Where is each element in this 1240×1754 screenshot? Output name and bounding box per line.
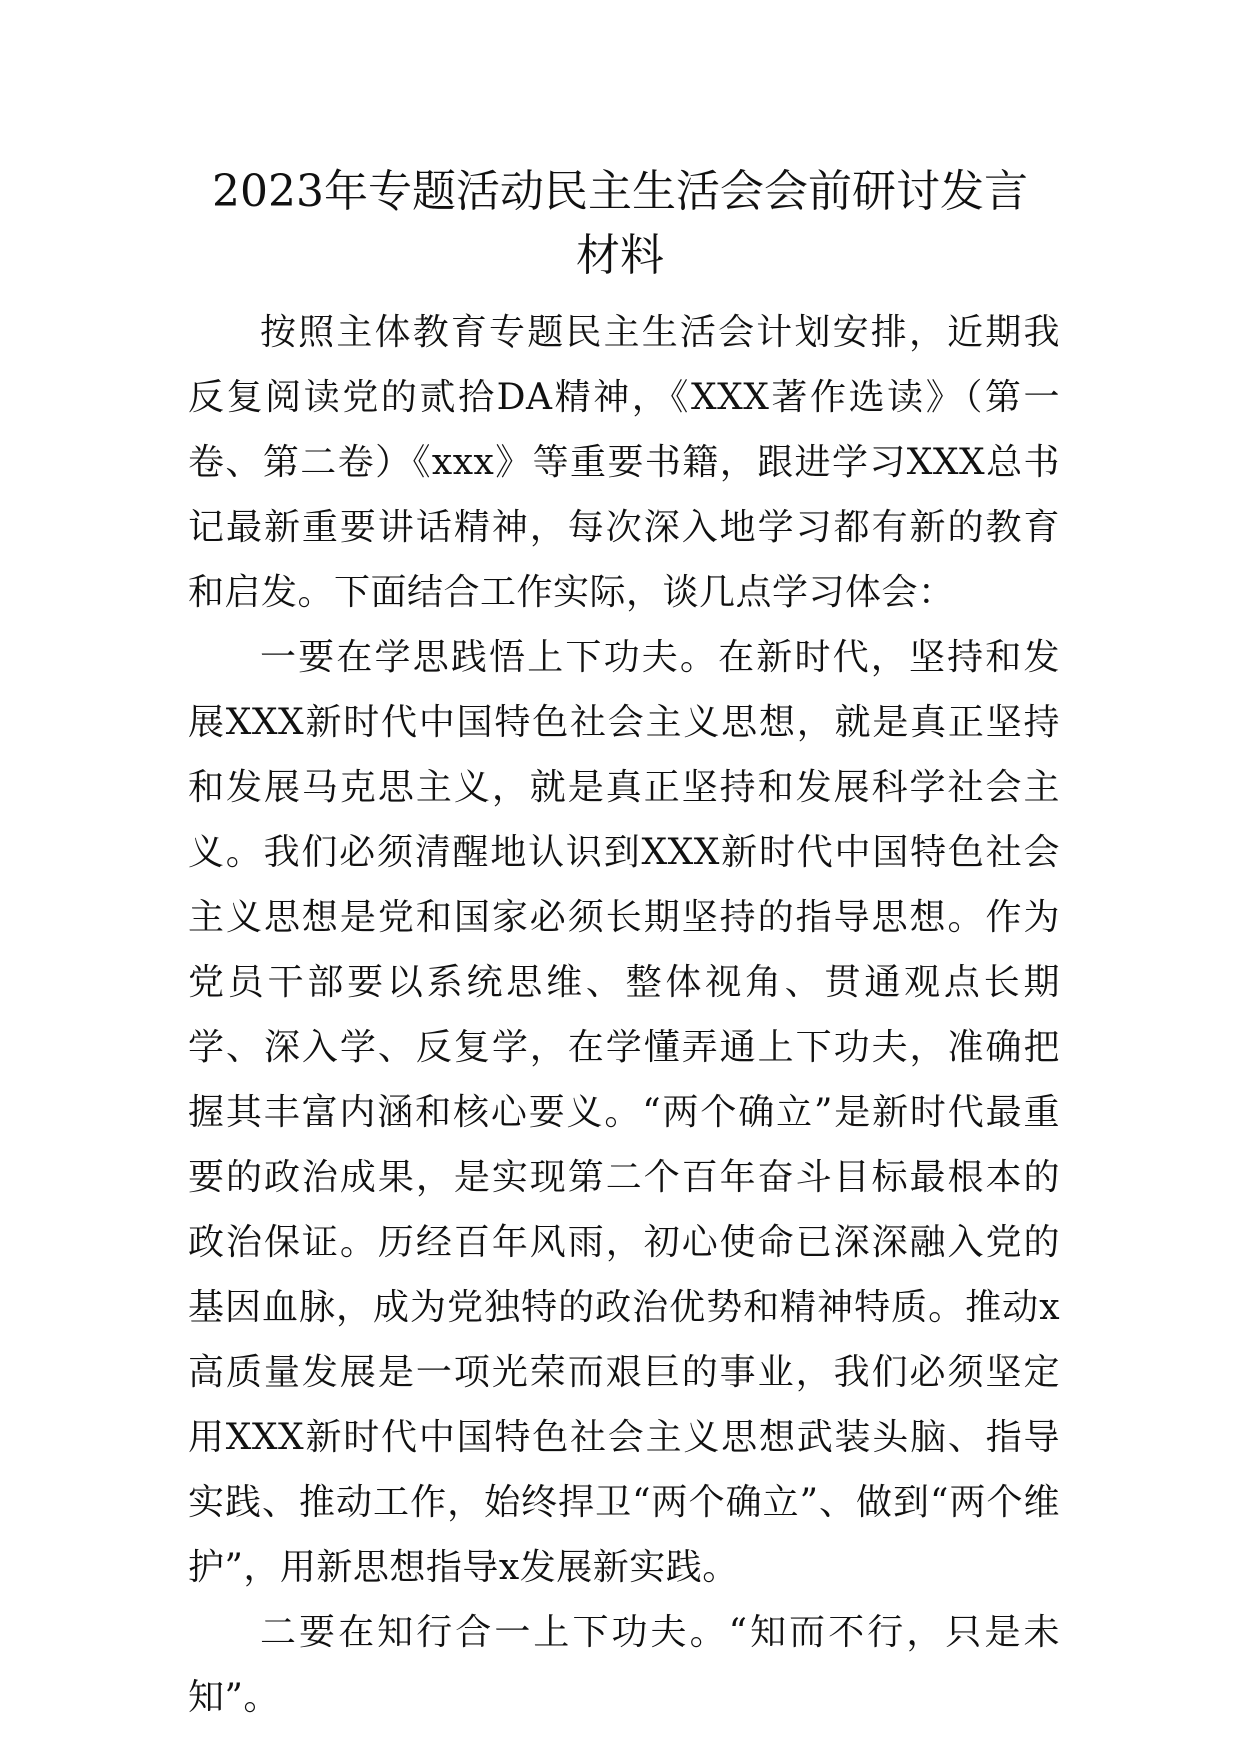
paragraph-point-one: 一要在学思践悟上下功夫。在新时代，坚持和发展XXX新时代中国特色社会主义思想，就是真正坚持和发展马克思主义，就是真正坚持和发展科学社会主义。我们必须清醒地认识到XXX新时代中国特色社会主义思想是党和国家必须长期坚持的指导思想。作为党员干部要以系统思维、整体视角、贯通观点长期学、深入学、反复学，在学懂弄通上下功夫，准确把握其丰富内涵和核心要义。“两个确立”是新时代最重要的政治成果，是实现第二个百年奋斗目标最根本的政治保证。历经百年风雨，初心使命已深深融入党的基因血脉，成为党独特的政治优势和精神特质。推动x高质量发展是一项光荣而艰巨的事业，我们必须坚定用XXX新时代中国特色社会主义思想武装头脑、指导实践、推动工作，始终捍卫“两个确立”、做到“两个维护”，用新思想指导x发展新实践。 — [188, 637, 1060, 1588]
paragraph-point-two: 二要在知行合一上下功夫。“知而不行，只是未知”。 — [188, 1612, 1060, 1718]
document-title-line-2: 材料 — [576, 230, 664, 281]
paragraph-intro: 按照主体教育专题民主生活会计划安排，近期我反复阅读党的贰拾DA精神，《XXX著作选读》（第一卷、第二卷）《xxx》等重要书籍，跟进学习XXX总书记最新重要讲话精神，每次深入地学习都有新的教育和启发。下面结合工作实际，谈几点学习体会： — [188, 312, 1060, 613]
document-body — [188, 300, 1060, 1730]
document-title-line-1: 2023年专题活动民主生活会会前研讨发言 — [212, 166, 1028, 217]
document-title — [150, 160, 1090, 288]
